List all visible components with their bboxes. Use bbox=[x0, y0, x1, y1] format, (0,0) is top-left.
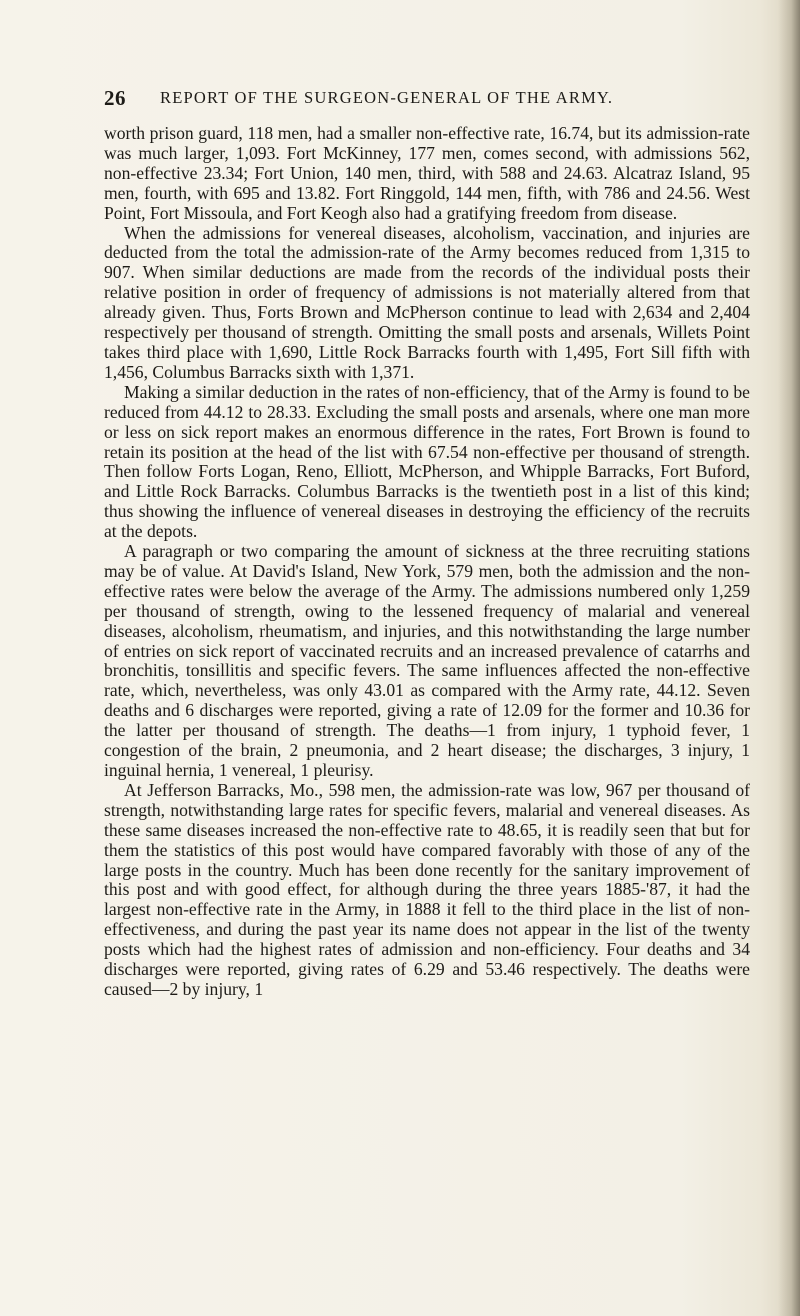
paragraph-2: When the admissions for venereal diseases, alcoholism, vaccination, and injuries are deducted from the total the admission-rate of the Army becomes reduced from 1,315 to 907. When similar deductions are made from the records of the individual posts their relative position in order of frequency of admissions is not materially altered from that already given. Thus, Forts Brown and McPherson continue to lead with 2,634 and 2,404 respectively per thousand of strength. Omitting the small posts and arsenals, Willets Point takes third place with 1,690, Little Rock Barracks fourth with 1,495, Fort Sill fifth with 1,456, Columbus Barracks sixth with 1,371. bbox=[104, 222, 750, 382]
paragraph-3: Making a similar deduction in the rates of non-efficiency, that of the Army is found to be reduced from 44.12 to 28.33. Excluding the small posts and arsenals, where one man more or less on sick report makes an enormous difference in the rates, Fort Brown is found to retain its position at the head of the list with 67.54 non-effective per thousand of strength. Then follow Forts Logan, Reno, Elliott, McPherson, and Whipple Barracks, Fort Buford, and Little Rock Barracks. Columbus Barracks is the twentieth post in a list of this kind; thus showing the influence of venereal diseases in destroying the efficiency of the recruits at the depots. bbox=[104, 381, 750, 542]
paragraph-4: A paragraph or two comparing the amount of sickness at the three recruiting stations may be of value. At David's Island, New York, 579 men, both the admission and the non-effective rates were below the average of the Army. The admissions numbered only 1,259 per thousand of strength, owing to the lessened frequency of malarial and venereal diseases, alcoholism, rheumatism, and injuries, and this notwithstanding the large number of entries on sick report of vaccinated recruits and an increased prevalence of catarrhs and bronchitis, tonsillitis and specific fevers. The same influences affected the non-effective rate, which, nevertheless, was only 43.01 as compared with the Army rate, 44.12. Seven deaths and 6 discharges were reported, giving a rate of 12.09 for the former and 10.36 for the latter per thousand of strength. The deaths—1 from injury, 1 typhoid fever, 1 congestion of the brain, 2 pneumonia, and 2 heart disease; the discharges, 3 injury, 1 inguinal hernia, 1 venereal, 1 pleurisy. bbox=[104, 541, 750, 780]
page-edge-shadow bbox=[778, 0, 800, 1316]
page-number: 26 bbox=[104, 86, 126, 110]
paragraph-5: At Jefferson Barracks, Mo., 598 men, the admission-rate was low, 967 per thousand of strength, notwithstanding large rates for specific fevers, malarial and venereal diseases. As these same diseases increased the non-effective rate to 48.65, it is readily seen that but for them the statistics of this post would have compared favorably with those of any of the large posts in the country. Much has been done recently for the sanitary improvement of this post and with good effect, for although during the three years 1885-'87, it had the largest non-effective rate in the Army, in 1888 it fell to the third place in the list of non-effectiveness, and during the past year its name does not appear in the list of the twenty posts which had the highest rates of admission and non-efficiency. Four deaths and 34 discharges were reported, giving rates of 6.29 and 53.46 respectively. The deaths were caused—2 by injury, 1 bbox=[104, 779, 750, 999]
running-head: REPORT OF THE SURGEON-GENERAL OF THE ARMY. bbox=[160, 88, 614, 107]
page-header bbox=[104, 86, 704, 112]
body-text bbox=[104, 124, 750, 1294]
paragraph-1: worth prison guard, 118 men, had a smaller non-effective rate, 16.74, but its admission-rate was much larger, 1,093. Fort McKinney, 177 men, comes second, with admissions 562, non-effective 23.34; Fort Union, 140 men, third, with 588 and 24.63. Alcatraz Island, 95 men, fourth, with 695 and 13.82. Fort Ringgold, 144 men, fifth, with 786 and 24.56. West Point, Fort Missoula, and Fort Keogh also had a gratifying freedom from disease. bbox=[104, 124, 750, 223]
